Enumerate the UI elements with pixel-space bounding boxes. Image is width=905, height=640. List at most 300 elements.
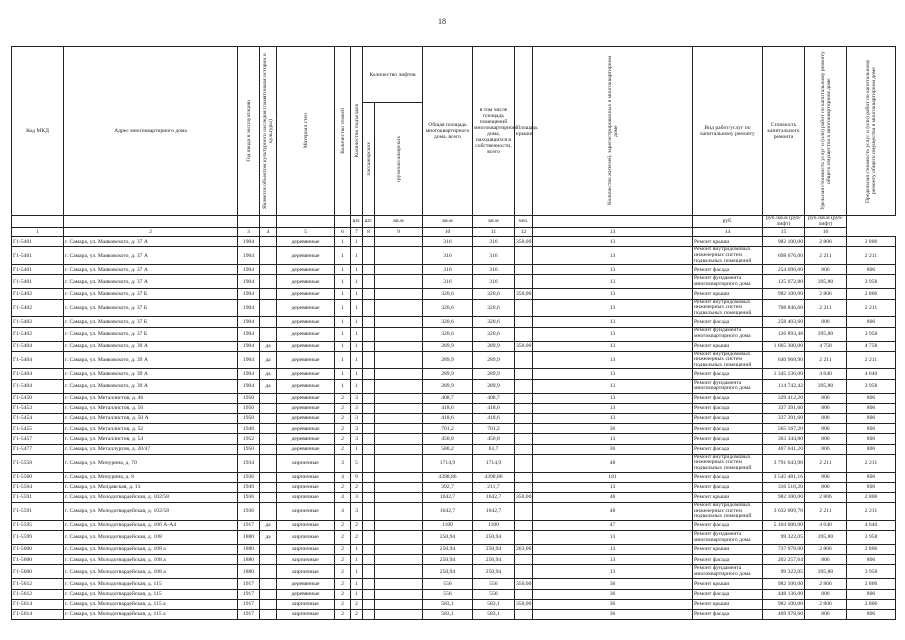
row-code: Г1-5560 (12, 472, 64, 482)
row-roof-area (515, 317, 533, 327)
row-entrances: 2 (351, 599, 363, 609)
row-cost: 640 968,90 (763, 351, 805, 369)
row-material: кирпичные (277, 610, 335, 620)
row-total-area: 289,9 (423, 351, 473, 369)
row-work-type: Ремонт фасада (693, 444, 763, 454)
row-work-type: Ремонт фасада (693, 403, 763, 413)
row-address: г. Самара, ул. Маяковского, д. 37 Б (64, 299, 238, 317)
row-max-cost: 2 806 (847, 289, 896, 299)
row-material: кирпичные (277, 492, 335, 502)
header-wall-material: Материал стен (302, 113, 309, 149)
row-work-type: Ремонт фасада (693, 369, 763, 379)
row-address: г. Самара, ул. Молодогвардейская, д. 108 (64, 531, 238, 545)
row-max-cost: 2 806 (847, 599, 896, 609)
row-roof-area (515, 531, 533, 545)
row-cost: 3 545 481,16 (763, 472, 805, 482)
row-work-type: Ремонт фасада (693, 393, 763, 403)
row-material: деревянные (277, 351, 335, 369)
row-roof-area (515, 393, 533, 403)
row-residents: 36 (533, 579, 693, 589)
row-max-cost: 2 806 (847, 492, 896, 502)
row-cost: 1 345 136,00 (763, 369, 805, 379)
row-year: 1917 (238, 599, 260, 609)
row-residents: 13 (533, 434, 693, 444)
row-floors: 4 (335, 503, 351, 521)
row-elevators-freight (375, 351, 423, 369)
row-address: г. Самара, ул. Молодогвардейская, д. 102/58 (64, 503, 238, 521)
row-floors: 2 (335, 393, 351, 403)
row-total-area: 418,6 (423, 414, 473, 424)
row-max-cost: 806 (847, 317, 896, 327)
header-max-cost: Предельная стоимость услуг и (или) работ по капитальному ремонту общего имущества в многоквартирном доме (865, 59, 877, 203)
row-floors: 2 (335, 545, 351, 555)
row-max-cost: 806 (847, 610, 896, 620)
row-roof-area (515, 275, 533, 289)
row-cost: 467 641,20 (763, 444, 805, 454)
row-heritage (260, 414, 277, 424)
row-elevators-freight (375, 444, 423, 454)
row-max-cost: 806 (847, 482, 896, 492)
row-address: г. Самара, ул. Маяковского, д. 37 Б (64, 327, 238, 341)
row-code: Г1-5404 (12, 369, 64, 379)
row-work-type: Ремонт крыши (693, 341, 763, 351)
row-max-cost: 2 211 (847, 299, 896, 317)
row-max-cost: 3 958 (847, 565, 896, 579)
row-max-cost: 806 (847, 414, 896, 424)
row-heritage (260, 599, 277, 609)
column-number: 8 (363, 228, 375, 237)
row-residents: 13 (533, 482, 693, 492)
row-roof-area (515, 555, 533, 565)
row-total-area: 316 (423, 247, 473, 265)
row-elevators-passenger (363, 317, 375, 327)
row-elevators-passenger (363, 327, 375, 341)
row-residents: 181 (533, 472, 693, 482)
row-specific-cost: 2 211 (805, 454, 847, 472)
row-address: г. Самара, ул. Молодогвардейская, д. 115 а (64, 599, 238, 609)
row-work-type: Ремонт фасада (693, 424, 763, 434)
row-cost: 202 257,64 (763, 555, 805, 565)
row-specific-cost: 2 806 (805, 289, 847, 299)
row-total-area: 250,94 (423, 531, 473, 545)
column-number: 1 (12, 228, 64, 237)
row-material: кирпичные (277, 565, 335, 579)
row-entrances: 5 (351, 454, 363, 472)
table-row (12, 434, 896, 444)
row-elevators-passenger (363, 610, 375, 620)
row-floors: 2 (335, 579, 351, 589)
row-roof-area (515, 414, 533, 424)
row-elevators-freight (375, 531, 423, 545)
row-total-area: 392,7 (423, 482, 473, 492)
row-heritage (260, 289, 277, 299)
row-year: 1904 (238, 327, 260, 341)
row-elevators-freight (375, 579, 423, 589)
row-heritage: да (260, 369, 277, 379)
row-material: деревянные (277, 317, 335, 327)
row-max-cost: 806 (847, 434, 896, 444)
row-cost: 708 846,60 (763, 299, 805, 317)
table-row (12, 351, 896, 369)
row-entrances: 2 (351, 482, 363, 492)
row-specific-cost: 395,80 (805, 531, 847, 545)
unit-c9: кв.м (375, 216, 423, 228)
row-max-cost: 3 958 (847, 379, 896, 393)
row-year: 1904 (238, 289, 260, 299)
row-municipal-area: 250,94 (473, 565, 515, 579)
row-year: 1917 (238, 610, 260, 620)
row-elevators-freight (375, 472, 423, 482)
row-material: деревянные (277, 289, 335, 299)
row-floors: 1 (335, 379, 351, 393)
row-work-type: Ремонт внутридомовых инженерных систем подвальных помещений (693, 454, 763, 472)
row-floors: 2 (335, 565, 351, 579)
row-roof-area (515, 351, 533, 369)
row-address: г. Самара, ул. Молодогвардейская, д. 115 а (64, 610, 238, 620)
row-code: Г1-5453 (12, 403, 64, 413)
row-elevators-freight (375, 565, 423, 579)
row-entrances: 3 (351, 434, 363, 444)
row-code: Г1-5600 (12, 545, 64, 555)
row-work-type: Ремонт фундамента многоквартирного дома (693, 275, 763, 289)
row-heritage (260, 237, 277, 247)
header-residents: Количество жителей, зарегистрированных в многоквартирном доме (606, 56, 619, 206)
row-work-type: Ремонт фасада (693, 610, 763, 620)
row-municipal-area: 63,7 (473, 444, 515, 454)
row-cost: 114 742,42 (763, 379, 805, 393)
row-municipal-area: 250,94 (473, 545, 515, 555)
column-number: 6 (335, 228, 351, 237)
row-material: кирпичные (277, 482, 335, 492)
row-year: 1904 (238, 265, 260, 275)
row-elevators-freight (375, 369, 423, 379)
row-elevators-freight (375, 379, 423, 393)
row-elevators-passenger (363, 503, 375, 521)
row-max-cost: 2 806 (847, 579, 896, 589)
row-elevators-freight (375, 482, 423, 492)
row-year: 1950 (238, 414, 260, 424)
row-work-type: Ремонт внутридомовых инженерных систем подвальных помещений (693, 351, 763, 369)
row-entrances: 1 (351, 317, 363, 327)
row-entrances: 1 (351, 327, 363, 341)
header-work-type: Вид работ/услуг по капитальному ремонту (693, 47, 763, 216)
row-heritage: да (260, 341, 277, 351)
row-code: Г1-5614 (12, 610, 64, 620)
row-material: кирпичные (277, 472, 335, 482)
table-row (12, 454, 896, 472)
row-specific-cost: 806 (805, 589, 847, 599)
row-material: деревянные (277, 237, 335, 247)
row-elevators-freight (375, 247, 423, 265)
row-elevators-passenger (363, 545, 375, 555)
row-address: г. Самара, ул. Маяковского, д. 37 А (64, 247, 238, 265)
row-specific-cost: 2 211 (805, 503, 847, 521)
row-total-area: 316 (423, 237, 473, 247)
row-year: 1917 (238, 520, 260, 530)
row-residents: 13 (533, 531, 693, 545)
header-cost: Стоимость капитального ремонта (763, 47, 805, 216)
row-residents: 36 (533, 610, 693, 620)
row-roof-area (515, 265, 533, 275)
table-row (12, 369, 896, 379)
row-material: кирпичные (277, 599, 335, 609)
row-heritage (260, 579, 277, 589)
row-heritage: да (260, 351, 277, 369)
row-elevators-passenger (363, 482, 375, 492)
row-heritage (260, 454, 277, 472)
row-elevators-passenger (363, 520, 375, 530)
row-specific-cost: 806 (805, 444, 847, 454)
row-residents: 13 (533, 317, 693, 327)
row-specific-cost: 4 640 (805, 369, 847, 379)
row-specific-cost: 395,80 (805, 565, 847, 579)
row-residents: 47 (533, 520, 693, 530)
row-address: г. Самара, ул. Мичурина, д. 70 (64, 454, 238, 472)
row-total-area: 1642,7 (423, 492, 473, 502)
row-municipal-area: 250,94 (473, 555, 515, 565)
row-year: 1948 (238, 424, 260, 434)
row-material: деревянные (277, 275, 335, 289)
row-elevators-passenger (363, 414, 375, 424)
row-total-area: 4398,86 (423, 472, 473, 482)
row-address: г. Самара, ул. Мичурина, д. 8 (64, 472, 238, 482)
row-specific-cost: 806 (805, 424, 847, 434)
row-code: Г1-5558 (12, 454, 64, 472)
row-max-cost: 2 211 (847, 454, 896, 472)
row-elevators-passenger (363, 579, 375, 589)
row-work-type: Ремонт фасада (693, 434, 763, 444)
row-elevators-passenger (363, 589, 375, 599)
row-total-area: 556 (423, 579, 473, 589)
row-roof-area (515, 424, 533, 434)
row-year: 1880 (238, 565, 260, 579)
unit-c7: шт. (351, 216, 363, 228)
row-residents: 13 (533, 275, 693, 289)
row-roof-area: 350,00 (515, 599, 533, 609)
row-work-type: Ремонт фасада (693, 414, 763, 424)
row-cost: 1 665 300,00 (763, 341, 805, 351)
row-year: 1880 (238, 531, 260, 545)
row-floors: 2 (335, 589, 351, 599)
row-floors: 1 (335, 265, 351, 275)
row-code: Г1-5477 (12, 444, 64, 454)
row-heritage (260, 555, 277, 565)
row-cost: 363 344,80 (763, 434, 805, 444)
header-total-area: Общая площадь многоквартирного дома, всего (423, 47, 473, 216)
row-year: 1950 (238, 403, 260, 413)
row-address: г. Самара, ул. Маяковского, д. 37 А (64, 265, 238, 275)
table-row (12, 565, 896, 579)
row-residents: 13 (533, 369, 693, 379)
row-roof-area: 350,00 (515, 579, 533, 589)
row-code: Г1-5401 (12, 275, 64, 289)
unit-c15: руб./кв.м (руб/лифт) (763, 216, 805, 228)
row-year: 1904 (238, 237, 260, 247)
table-row (12, 555, 896, 565)
row-address: г. Самара, ул. Молодогвардейская, д. 102/58 (64, 492, 238, 502)
row-specific-cost: 806 (805, 472, 847, 482)
row-municipal-area: 289,9 (473, 379, 515, 393)
row-address: г. Самара, ул. Молодогвардейская, д. 106 А-А4 (64, 520, 238, 530)
row-max-cost: 2 806 (847, 237, 896, 247)
row-specific-cost: 806 (805, 555, 847, 565)
row-roof-area: 350,00 (515, 289, 533, 299)
row-year: 1917 (238, 589, 260, 599)
table-row (12, 393, 896, 403)
row-elevators-freight (375, 492, 423, 502)
row-work-type: Ремонт внутридомовых инженерных систем подвальных помещений (693, 299, 763, 317)
row-year: 1904 (238, 275, 260, 289)
row-heritage (260, 327, 277, 341)
row-municipal-area: 320,6 (473, 327, 515, 341)
row-address: г. Самара, ул. Металлистов, д. 54 (64, 434, 238, 444)
row-roof-area (515, 565, 533, 579)
row-cost: 5 104 000,00 (763, 520, 805, 530)
row-roof-area: 350,00 (515, 341, 533, 351)
column-number: 15 (763, 228, 805, 237)
row-elevators-freight (375, 403, 423, 413)
table-row (12, 610, 896, 620)
table-row (12, 599, 896, 609)
row-floors: 1 (335, 317, 351, 327)
row-work-type: Ремонт фундамента многоквартирного дома (693, 327, 763, 341)
row-floors: 1 (335, 327, 351, 341)
row-year: 1904 (238, 369, 260, 379)
row-total-area: 583,1 (423, 599, 473, 609)
row-elevators-freight (375, 555, 423, 565)
row-specific-cost: 395,80 (805, 327, 847, 341)
row-elevators-passenger (363, 369, 375, 379)
row-material: деревянные (277, 327, 335, 341)
row-address: г. Самара, ул. Маяковского, д. 37 Б (64, 317, 238, 327)
row-material: кирпичные (277, 555, 335, 565)
row-material: кирпичные (277, 545, 335, 555)
row-max-cost: 806 (847, 555, 896, 565)
row-address: г. Самара, ул. Металлистов, д. 46 (64, 393, 238, 403)
row-elevators-passenger (363, 434, 375, 444)
row-residents: 13 (533, 299, 693, 317)
row-max-cost: 806 (847, 472, 896, 482)
row-material: деревянные (277, 444, 335, 454)
row-elevators-passenger (363, 393, 375, 403)
row-max-cost: 806 (847, 403, 896, 413)
header-roof-area: Площадь крыши (515, 47, 533, 216)
row-heritage (260, 424, 277, 434)
row-floors: 1 (335, 275, 351, 289)
row-year: 1904 (238, 341, 260, 351)
row-cost: 329 412,20 (763, 393, 805, 403)
row-entrances: 1 (351, 545, 363, 555)
row-year: 1904 (238, 351, 260, 369)
table-row (12, 482, 896, 492)
row-code: Г1-5455 (12, 424, 64, 434)
row-code: Г1-5612 (12, 579, 64, 589)
row-elevators-passenger (363, 341, 375, 351)
row-address: г. Самара, ул. Маяковского, д. 37 Б (64, 289, 238, 299)
row-year: 1936 (238, 492, 260, 502)
row-code: Г1-5404 (12, 341, 64, 351)
row-specific-cost: 806 (805, 434, 847, 444)
row-floors: 2 (335, 599, 351, 609)
row-municipal-area: 701,2 (473, 424, 515, 434)
row-max-cost: 806 (847, 265, 896, 275)
row-specific-cost: 806 (805, 482, 847, 492)
header-code: Код МКД (12, 47, 64, 216)
row-elevators-passenger (363, 454, 375, 472)
row-entrances: 3 (351, 393, 363, 403)
row-heritage: да (260, 531, 277, 545)
row-residents: 48 (533, 454, 693, 472)
row-code: Г1-5591 (12, 503, 64, 521)
row-elevators-passenger (363, 265, 375, 275)
row-cost: 254 696,00 (763, 265, 805, 275)
row-municipal-area: 583,1 (473, 610, 515, 620)
row-specific-cost: 395,80 (805, 275, 847, 289)
row-municipal-area: 316 (473, 237, 515, 247)
row-municipal-area: 316 (473, 265, 515, 275)
row-cost: 3 791 643,90 (763, 454, 805, 472)
row-elevators-passenger (363, 289, 375, 299)
row-entrances: 3 (351, 424, 363, 434)
row-roof-area (515, 482, 533, 492)
row-year: 1880 (238, 545, 260, 555)
row-specific-cost: 806 (805, 265, 847, 275)
row-total-area: 320,6 (423, 327, 473, 341)
header-address: Адрес многоквартирного дома (64, 47, 238, 216)
row-cost: 448 136,00 (763, 589, 805, 599)
row-code: Г1-5457 (12, 434, 64, 444)
row-municipal-area: 289,9 (473, 351, 515, 369)
row-heritage (260, 317, 277, 327)
row-work-type: Ремонт крыши (693, 289, 763, 299)
row-code: Г1-5402 (12, 299, 64, 317)
row-address: г. Самара, ул. Металлургов, д. 20/47 (64, 444, 238, 454)
table-row (12, 237, 896, 247)
row-floors: 2 (335, 434, 351, 444)
row-material: кирпичные (277, 520, 335, 530)
row-work-type: Ремонт фундамента многоквартирного дома (693, 565, 763, 579)
table-row (12, 424, 896, 434)
row-elevators-freight (375, 589, 423, 599)
row-address: г. Самара, ул. Маяковского, д. 39 А (64, 379, 238, 393)
row-floors: 1 (335, 369, 351, 379)
row-entrances: 9 (351, 472, 363, 482)
table-row (12, 247, 896, 265)
table-row (12, 299, 896, 317)
row-heritage (260, 434, 277, 444)
row-address: г. Самара, ул. Металлистов, д. 50 (64, 403, 238, 413)
row-municipal-area: 250,94 (473, 531, 515, 545)
row-floors: 2 (335, 520, 351, 530)
row-code: Г1-5404 (12, 351, 64, 369)
row-cost: 698 676,00 (763, 247, 805, 265)
row-total-area: 1642,7 (423, 503, 473, 521)
row-roof-area (515, 444, 533, 454)
row-residents: 36 (533, 599, 693, 609)
row-work-type: Ремонт крыши (693, 545, 763, 555)
row-entrances: 3 (351, 503, 363, 521)
column-number: 11 (473, 228, 515, 237)
column-number: 9 (375, 228, 423, 237)
row-material: деревянные (277, 299, 335, 317)
row-residents: 13 (533, 545, 693, 555)
row-municipal-area: 1714,9 (473, 454, 515, 472)
row-heritage (260, 247, 277, 265)
row-elevators-passenger (363, 444, 375, 454)
row-material: деревянные (277, 589, 335, 599)
row-cost: 982 100,00 (763, 579, 805, 589)
row-residents: 36 (533, 589, 693, 599)
